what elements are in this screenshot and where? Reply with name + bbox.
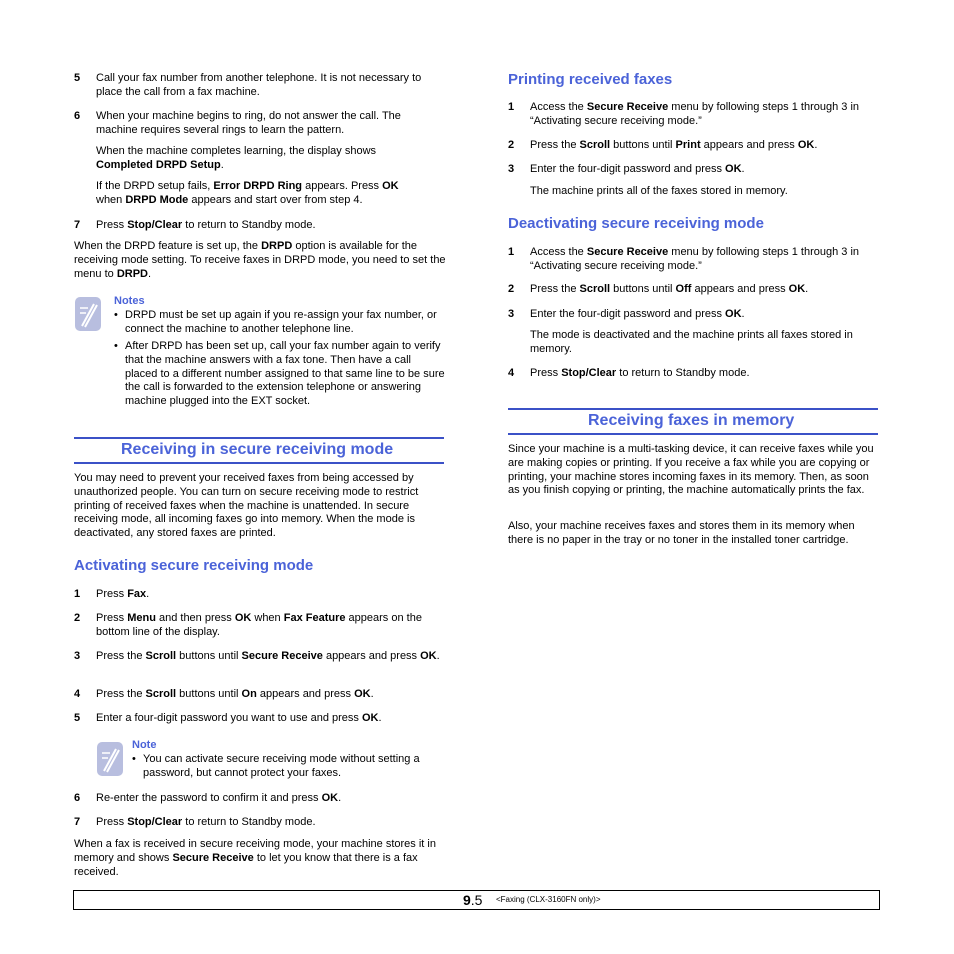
note-pencil-icon	[96, 741, 126, 777]
page-number: 9.5	[463, 892, 483, 908]
note-title: Note	[132, 739, 157, 751]
printing-heading: Printing received faxes	[508, 71, 673, 88]
footer-caption: <Faxing (CLX-3160FN only)>	[496, 895, 601, 904]
fail-paragraph: If the DRPD setup fails, Error DRPD Ring appears. Press OK when DRPD Mode appears and start over from step 4.	[96, 180, 399, 206]
print-done-text: The machine prints all of the faxes stored in memory.	[530, 185, 788, 197]
page-footer	[73, 890, 880, 910]
secure-paragraph: You may need to prevent your received faxes from being accessed by unauthorized people. You can turn on secure receiving mode to restrict printing of received faxes when the machine is unattended. In secure receiving mode, all incoming faxes go into memory. When the mode is deactivated, any stored faxes are printed.	[74, 472, 419, 540]
drpd-paragraph: When the DRPD feature is set up, the DRPD option is available for the receiving mode setting. To receive faxes in DRPD mode, you need to set the menu to DRPD.	[74, 240, 446, 280]
memory-paragraph-1: Since your machine is a multi-tasking device, it can receive faxes while you are making copies or printing. If you receive a fax while you are copying or printing, your machine stores incoming faxes in its memory. Then, as soon as you finish copying or printing, the machine automatically prints the fax.	[508, 443, 874, 497]
deact-done-text: The mode is deactivated and the machine prints all faxes stored in memory.	[530, 329, 853, 355]
deactivating-heading: Deactivating secure receiving mode	[508, 215, 764, 232]
activating-heading: Activating secure receiving mode	[74, 557, 314, 574]
final-paragraph: When a fax is received in secure receiving mode, your machine stores it in memory and shows Secure Receive to let you know that there is a fax received.	[74, 838, 436, 878]
notes-title: Notes	[114, 295, 145, 307]
note-pencil-icon	[74, 296, 104, 332]
step-text: When your machine begins to ring, do not answer the call. The machine requires several rings to learn the pattern.	[96, 110, 401, 136]
step-text: Call your fax number from another telephone. It is not necessary to place the call from a fax machine.	[96, 72, 422, 98]
learning-paragraph: When the machine completes learning, the display shows Completed DRPD Setup.	[96, 145, 377, 171]
memory-paragraph-2: Also, your machine receives faxes and stores them in its memory when there is no paper in the tray or no toner in the installed toner cartridge.	[508, 520, 855, 546]
section-heading-secure: Receiving in secure receiving mode	[74, 437, 444, 464]
section-heading-memory: Receiving faxes in memory	[508, 408, 878, 435]
